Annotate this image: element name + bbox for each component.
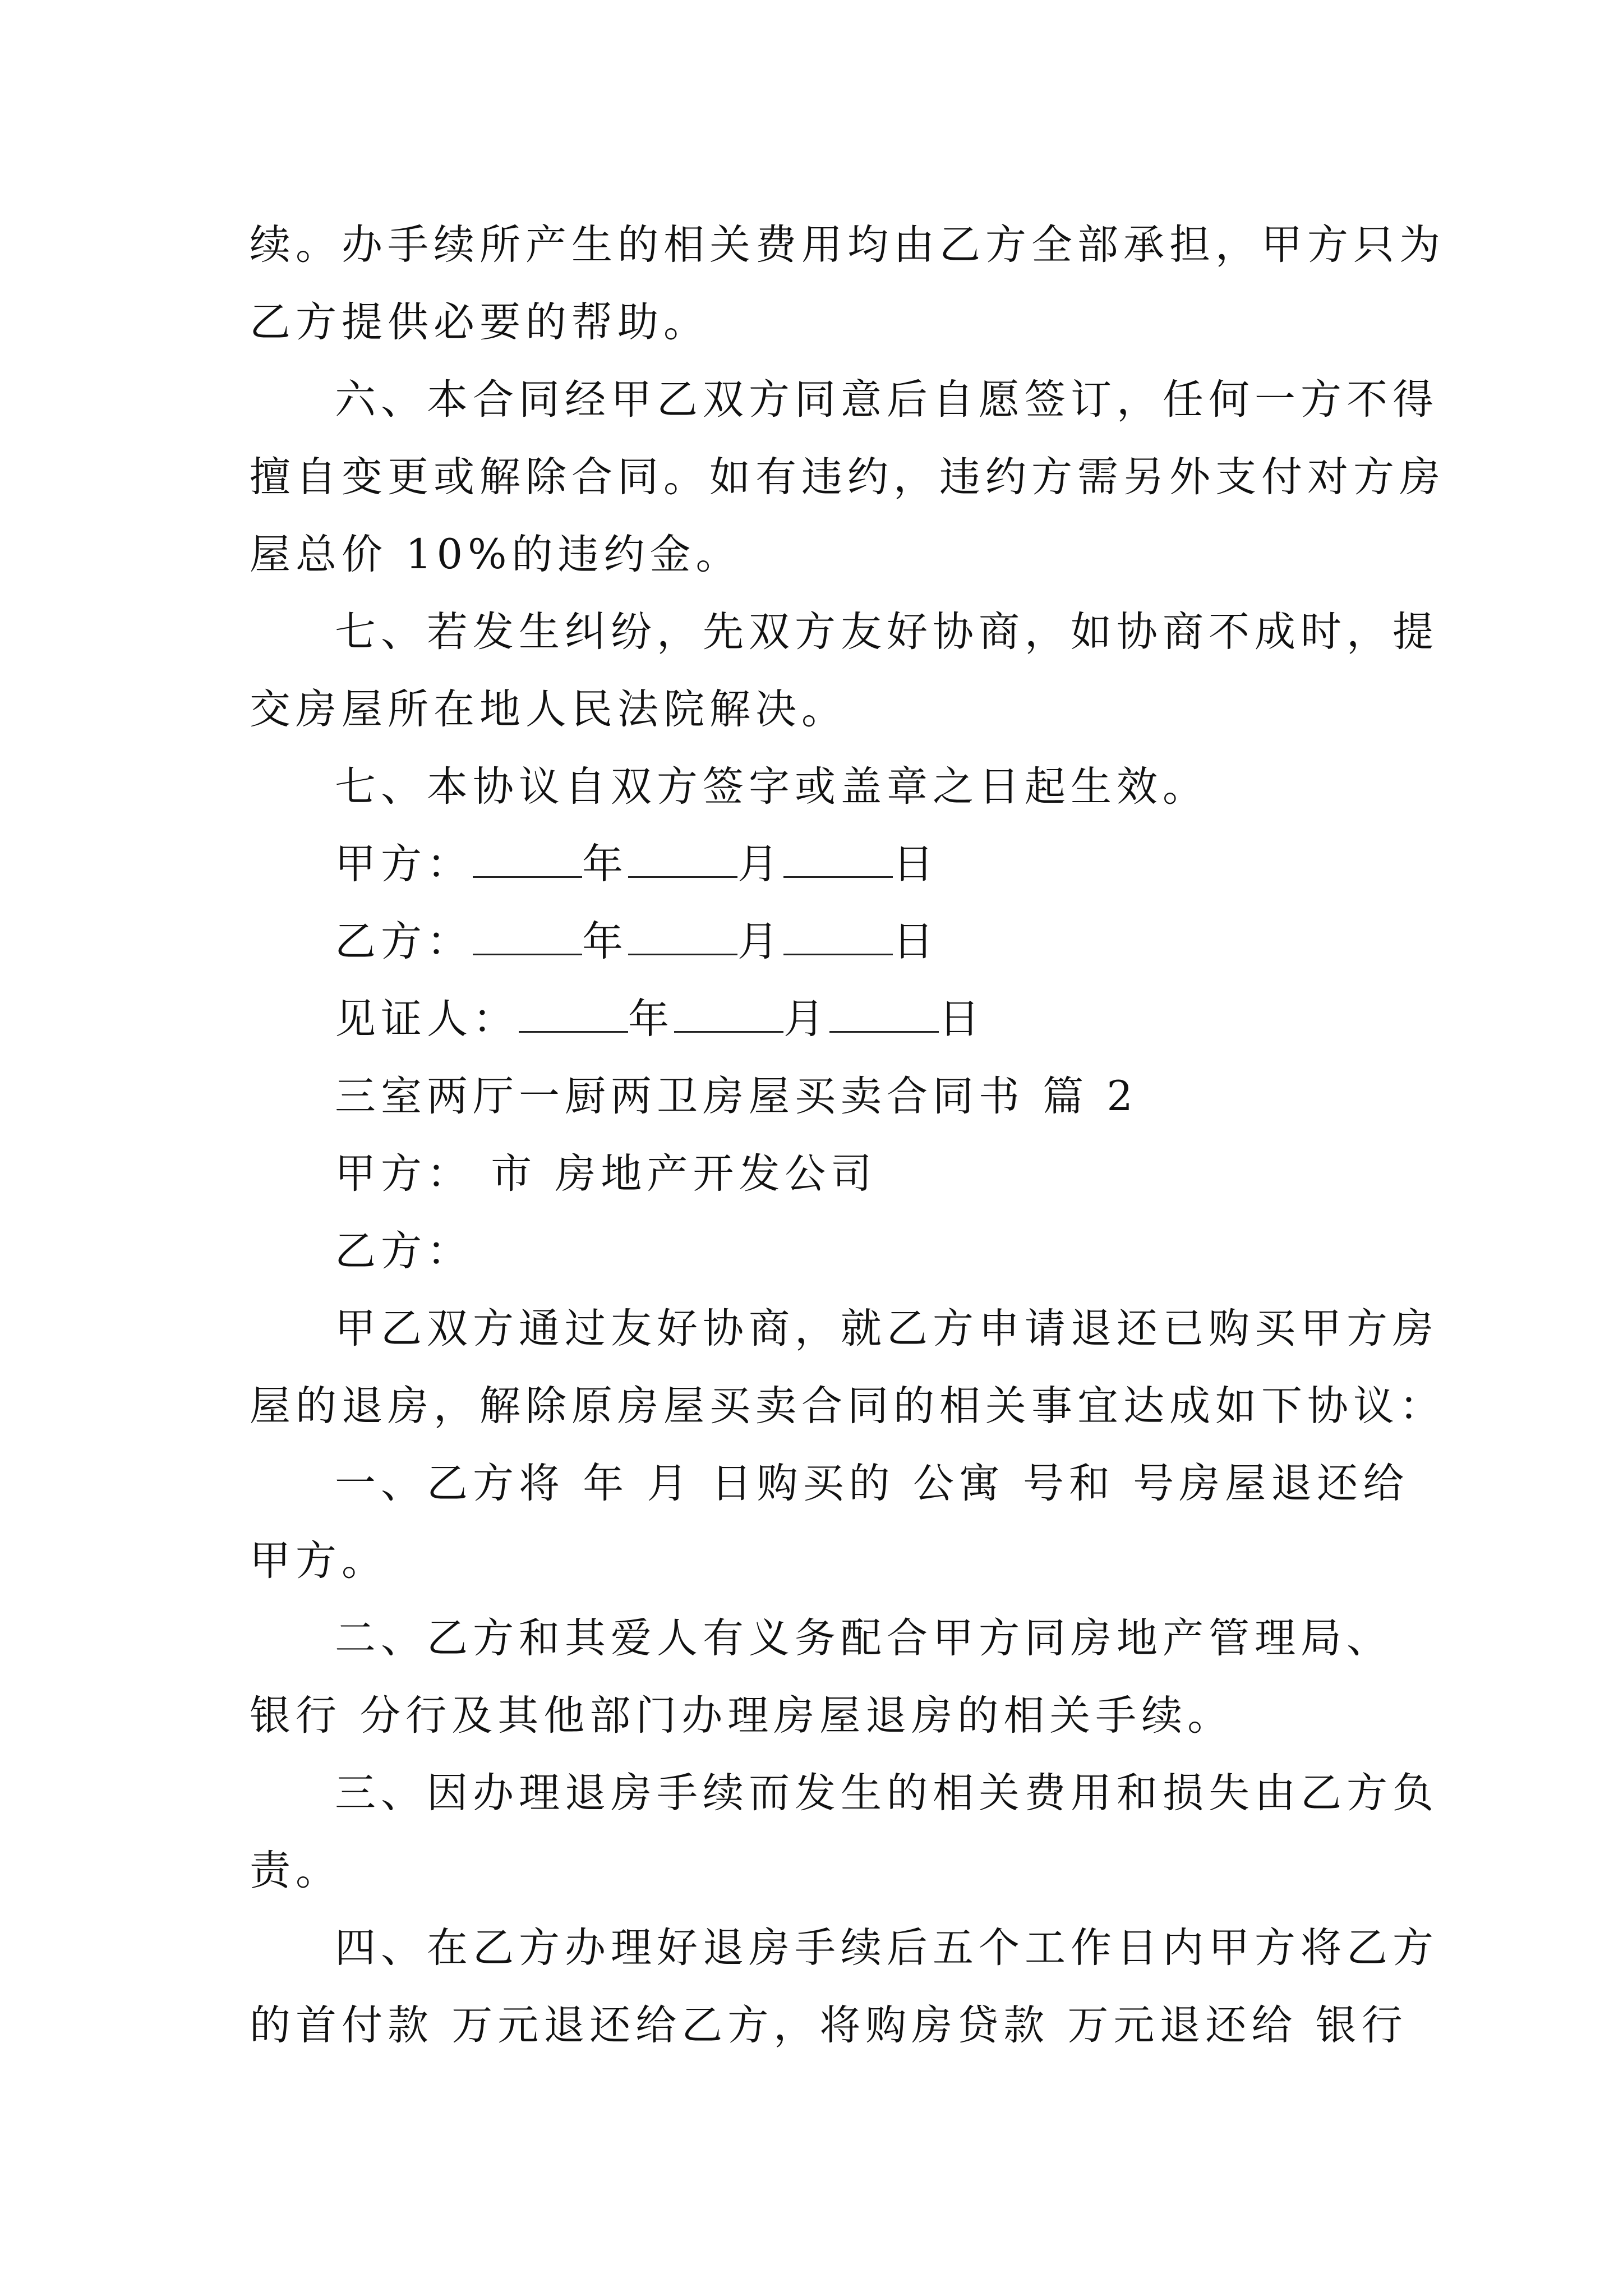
blank-field xyxy=(628,914,737,955)
paragraph-line: 屋的退房，解除原房屋买卖合同的相关事宜达成如下协议： xyxy=(250,1382,1445,1430)
paragraph-line: 二、乙方和其爱人有义务配合甲方同房地产管理局、 xyxy=(335,1614,1393,1662)
blank-field xyxy=(783,914,893,955)
signature-line-party-a xyxy=(250,826,1394,903)
signature-line-witness xyxy=(250,981,1394,1058)
month-label: 月 xyxy=(737,840,783,888)
blank-field xyxy=(519,992,628,1033)
blank-field xyxy=(783,837,893,878)
signature-line-party-b xyxy=(250,903,1394,981)
blank-field xyxy=(674,992,783,1033)
month-label: 月 xyxy=(783,995,829,1043)
paragraph-line: 银行 分行及其他部门办理房屋退房的相关手续。 xyxy=(250,1692,1234,1740)
month-label: 月 xyxy=(737,918,783,965)
paragraph-line: 四、在乙方办理好退房手续后五个工作日内甲方将乙方 xyxy=(335,1924,1438,1972)
blank-field xyxy=(473,837,582,878)
paragraph-line: 续。办手续所产生的相关费用均由乙方全部承担，甲方只为 xyxy=(250,221,1445,269)
paragraph-line: 三、因办理退房手续而发生的相关费用和损失由乙方负 xyxy=(335,1769,1438,1817)
year-label: 年 xyxy=(582,918,628,965)
party-a-line: 甲方： 市 房地产开发公司 xyxy=(335,1150,877,1198)
paragraph-line: 的首付款 万元退还给乙方，将购房贷款 万元退还给 银行 xyxy=(250,2001,1408,2049)
blank-field xyxy=(628,837,737,878)
paragraph-line: 七、本协议自双方签字或盖章之日起生效。 xyxy=(335,763,1209,811)
day-label: 日 xyxy=(893,918,939,965)
paragraph-line: 七、若发生纠纷，先双方友好协商，如协商不成时，提 xyxy=(335,608,1438,656)
paragraph-line: 擅自变更或解除合同。如有违约，违约方需另外支付对方房 xyxy=(250,453,1445,501)
section-title: 三室两厅一厨两卫房屋买卖合同书 篇 2 xyxy=(335,1073,1138,1120)
party-b-line: 乙方： xyxy=(335,1227,473,1275)
paragraph-line: 一、乙方将 年 月 日购买的 公寓 号和 号房屋退还给 xyxy=(335,1460,1409,1507)
paragraph-line: 甲乙双方通过友好协商，就乙方申请退还已购买甲方房 xyxy=(335,1305,1438,1352)
blank-field xyxy=(473,914,582,955)
blank-field xyxy=(829,992,939,1033)
paragraph-line: 屋总价 10%的违约金。 xyxy=(250,531,742,578)
day-label: 日 xyxy=(939,995,985,1043)
paragraph-line: 六、本合同经甲乙双方同意后自愿签订，任何一方不得 xyxy=(335,376,1438,424)
signature-label: 甲方： xyxy=(335,840,473,888)
day-label: 日 xyxy=(893,840,939,888)
year-label: 年 xyxy=(582,840,628,888)
year-label: 年 xyxy=(628,995,674,1043)
signature-label: 见证人： xyxy=(335,995,519,1043)
paragraph-line: 责。 xyxy=(250,1847,342,1894)
signature-label: 乙方： xyxy=(335,918,473,965)
paragraph-line: 乙方提供必要的帮助。 xyxy=(250,298,709,346)
document-body xyxy=(250,206,1445,2064)
paragraph-line: 交房屋所在地人民法院解决。 xyxy=(250,685,847,733)
paragraph-line: 甲方。 xyxy=(250,1537,388,1585)
